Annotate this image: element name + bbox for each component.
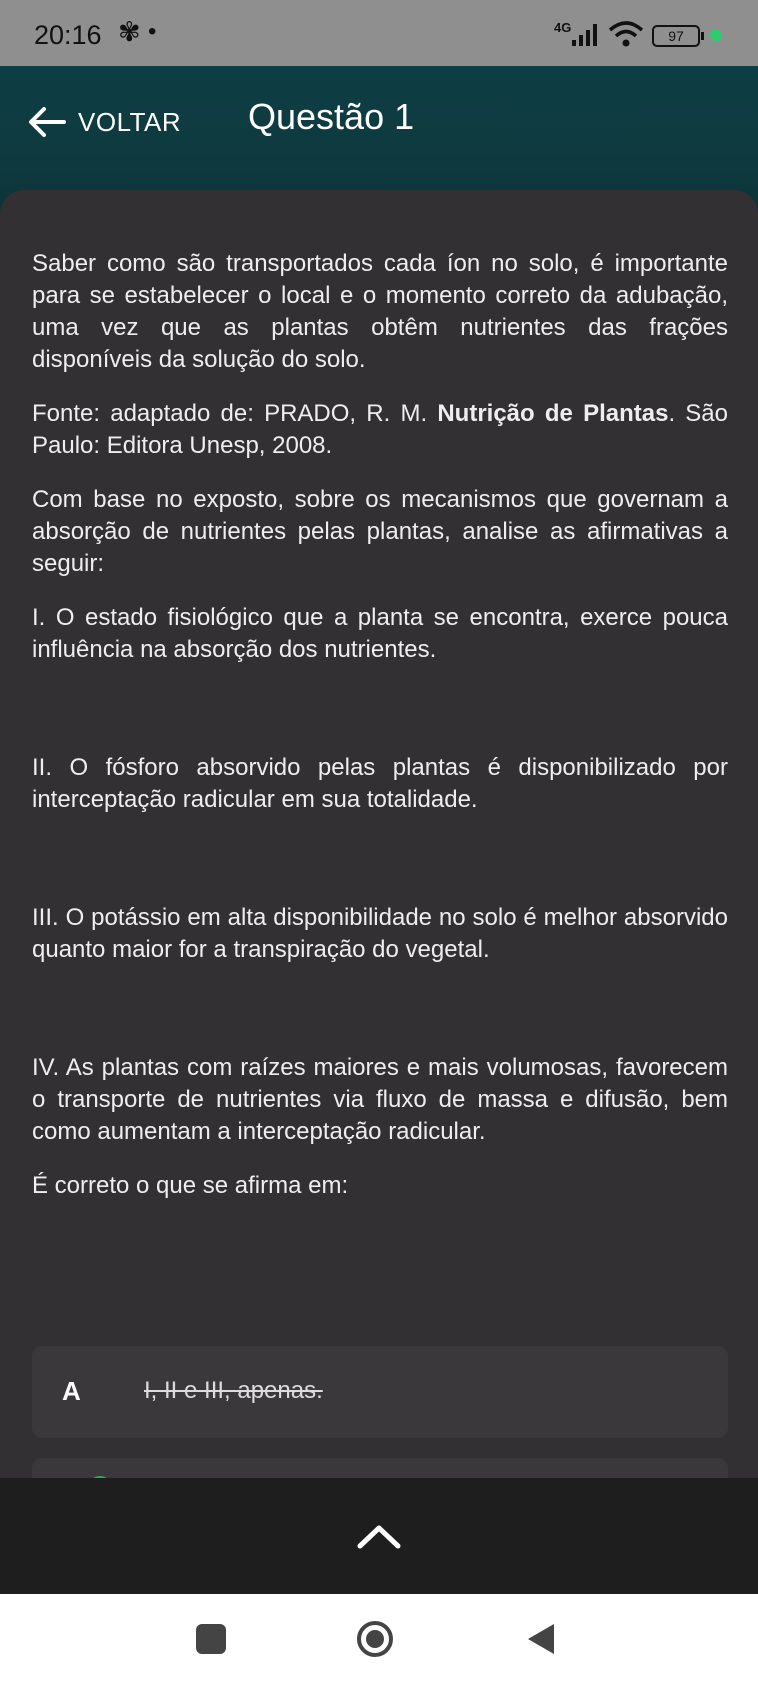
page-title: Questão 1: [248, 96, 415, 137]
signal-icon: [572, 24, 602, 46]
statement-3: III. O potássio em alta disponibilidade no solo é melhor absorvido quanto maior for a transpiração do vegetal.: [32, 904, 728, 963]
status-bar: [0, 0, 758, 66]
statement-4: IV. As plantas com raízes maiores e mais volumosas, favorecem o transporte de nutrientes via fluxo de massa e difusão, bem como aumentam a interceptação radicular.: [32, 1054, 728, 1145]
question-source: [32, 398, 728, 462]
back-button[interactable]: [28, 100, 181, 144]
source-title: Nutrição de Plantas: [437, 400, 669, 427]
status-time: 20:16: [34, 20, 102, 50]
statement-1: I. O estado fisiológico que a planta se encontra, exerce pouca influência na absorção dos nutrientes.: [32, 604, 728, 663]
question-card: [0, 190, 758, 1480]
arrow-left-icon: [28, 106, 66, 138]
source-suffix: . São Paulo: Editora Unesp, 2008.: [32, 400, 728, 459]
network-type: 4G: [554, 20, 572, 35]
question-paragraph: Saber como são transportados cada íon no solo, é importante para se estabelecer o local e o momento correto da adubação, uma vez que as plantas obtêm nutrientes das frações disponíveis da solução do solo.: [32, 250, 728, 373]
option-a[interactable]: [32, 1346, 728, 1438]
fan-icon: ✾: [118, 17, 141, 47]
question-prompt: É correto o que se afirma em:: [32, 1172, 349, 1199]
notification-dot: •: [148, 18, 157, 45]
home-button[interactable]: [356, 1620, 394, 1658]
back-label: VOLTAR: [78, 106, 182, 137]
recents-button[interactable]: [196, 1624, 226, 1654]
chevron-up-icon[interactable]: [356, 1522, 402, 1550]
source-prefix: Fonte: adaptado de: PRADO, R. M.: [32, 400, 438, 427]
option-text: I, II e III, apenas.: [144, 1377, 323, 1404]
question-content: [32, 248, 728, 1202]
navigation-bar: [0, 1594, 758, 1684]
battery-icon: [652, 25, 700, 47]
privacy-indicator: [710, 29, 722, 41]
wifi-icon: [606, 20, 646, 50]
statement-2: II. O fósforo absorvido pelas plantas é disponibilizado por interceptação radicular em sua totalidade.: [32, 754, 728, 813]
bottom-bar: [0, 1478, 758, 1594]
back-nav-button[interactable]: [526, 1622, 556, 1656]
battery-level: 97: [668, 28, 684, 44]
option-letter: A: [62, 1376, 81, 1406]
question-instruction: Com base no exposto, sobre os mecanismos que governam a absorção de nutrientes pelas plantas, analise as afirmativas a seguir:: [32, 486, 728, 577]
